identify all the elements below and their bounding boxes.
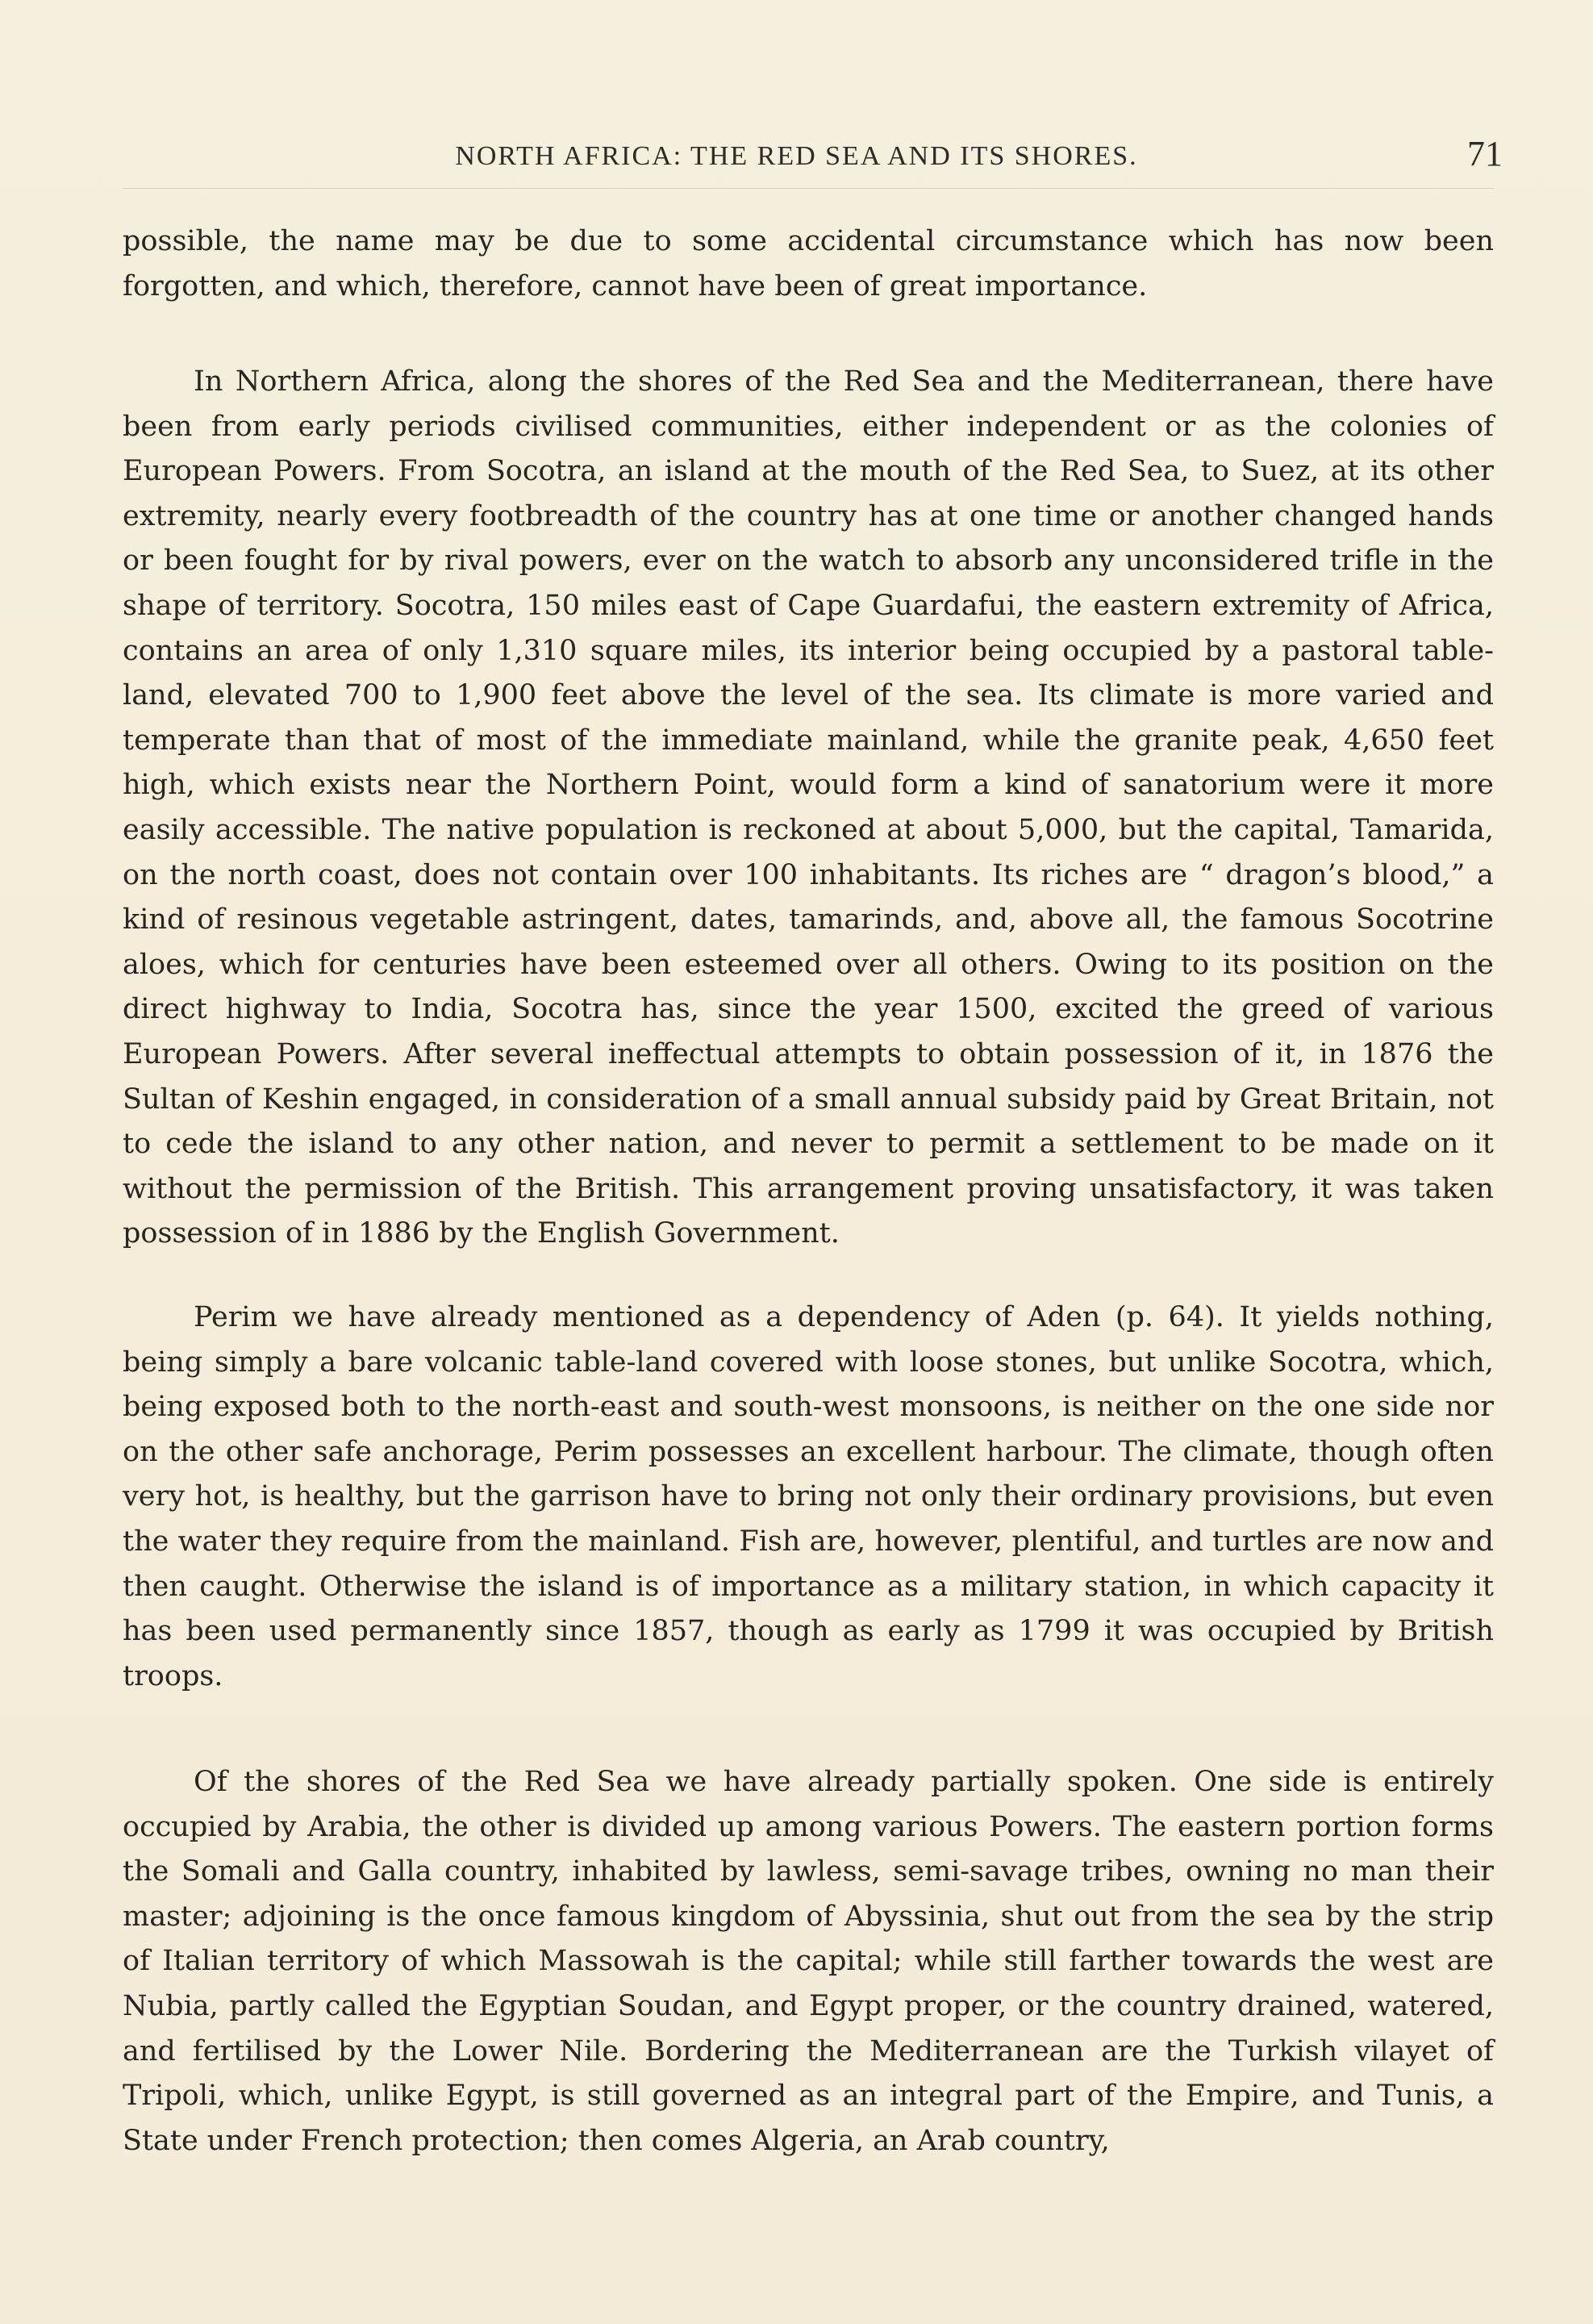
paragraph-text: In Northern Africa, along the shores of the Red Sea and the Mediterranean, there have been from early periods civilised communities, either independent or as the colonies of European Powers. From Socotra, an island at the mouth of the Red Sea, to Suez, at its other extremity, nearly every footbreadth of the country has at one time or another changed hands or been fought for by rival powers, ever on the watch to absorb any unconsidered trifle in the shape of territory. Socotra, 150 miles east of Cape Guardafui, the eastern extremity of Africa, contains an area of only 1,310 square miles, its interior being occupied by a pastoral table-land, elevated 700 to 1,900 feet above the level of the sea. Its climate is more varied and temperate than that of most of the immediate mainland, while the granite peak, 4,650 feet high, which exists near the Northern Point, would form a kind of sanatorium were it more easily accessible. The native population is reckoned at about 5,000, but the capital, Tamarida, on the north coast, does not contain over 100 inhabitants. Its riches are “ dragon’s blood,” a kind of resinous vegetable astringent, dates, tamarinds, and, above all, the famous Socotrine aloes, which for centuries have been esteemed over all others. Owing to its position on the direct highway to India, Socotra has, since the year 1500, excited the greed of various European Powers. After several ineffectual attempts to obtain possession of it, in 1876 the Sultan of Keshin engaged, in consideration of a small annual subsidy paid by Great Britain, not to cede the island to any other nation, and never to permit a settlement to be made on it without the permission of the British. This arrangement proving unsatisfactory, it was taken possession of in 1886 by the English Government. bbox=[123, 365, 1494, 1250]
running-head: NORTH AFRICA: THE RED SEA AND ITS SHORES. bbox=[455, 141, 1138, 171]
header-divider bbox=[123, 188, 1494, 189]
paragraph-text: Perim we have already mentioned as a dependency of Aden (p. 64). It yields nothing, being simply a bare volcanic table-land covered with loose stones, but unlike Socotra, which, being exposed both to the north-east and south-west monsoons, is neither on the one side nor on the other safe anchorage, Perim possesses an excellent harbour. The climate, though often very hot, is healthy, but the garrison have to bring not only their ordinary provisions, but even the water they require from the mainland. Fish are, however, plentiful, and turtles are now and then caught. Otherwise the island is of importance as a military station, in which capacity it has been used permanently since 1857, though as early as 1799 it was occupied by British troops. bbox=[123, 1301, 1494, 1692]
paragraph-perim bbox=[123, 1296, 1494, 1699]
page-number: 71 bbox=[1467, 134, 1503, 173]
paragraph-red-sea-shores bbox=[123, 1760, 1494, 2163]
paragraph-text: possible, the name may be due to some accidental circumstance which has now been forgotten, and which, therefore, cannot have been of great importance. bbox=[123, 225, 1494, 302]
paragraph-text: Of the shores of the Red Sea we have already partially spoken. One side is entirely occupied by Arabia, the other is divided up among various Powers. The eastern portion forms the Somali and Galla country, inhabited by lawless, semi-savage tribes, owning no man their master; adjoining is the once famous kingdom of Abyssinia, shut out from the sea by the strip of Italian territory of which Massowah is the capital; while still farther towards the west are Nubia, partly called the Egyptian Soudan, and Egypt proper, or the country drained, watered, and fertilised by the Lower Nile. Bordering the Mediterranean are the Turkish vilayet of Tripoli, which, unlike Egypt, is still governed as an integral part of the Empire, and Tunis, a State under French protection; then comes Algeria, an Arab country, bbox=[123, 1766, 1494, 2157]
paragraph-socotra bbox=[123, 360, 1494, 1257]
paragraph-continued bbox=[123, 219, 1494, 309]
